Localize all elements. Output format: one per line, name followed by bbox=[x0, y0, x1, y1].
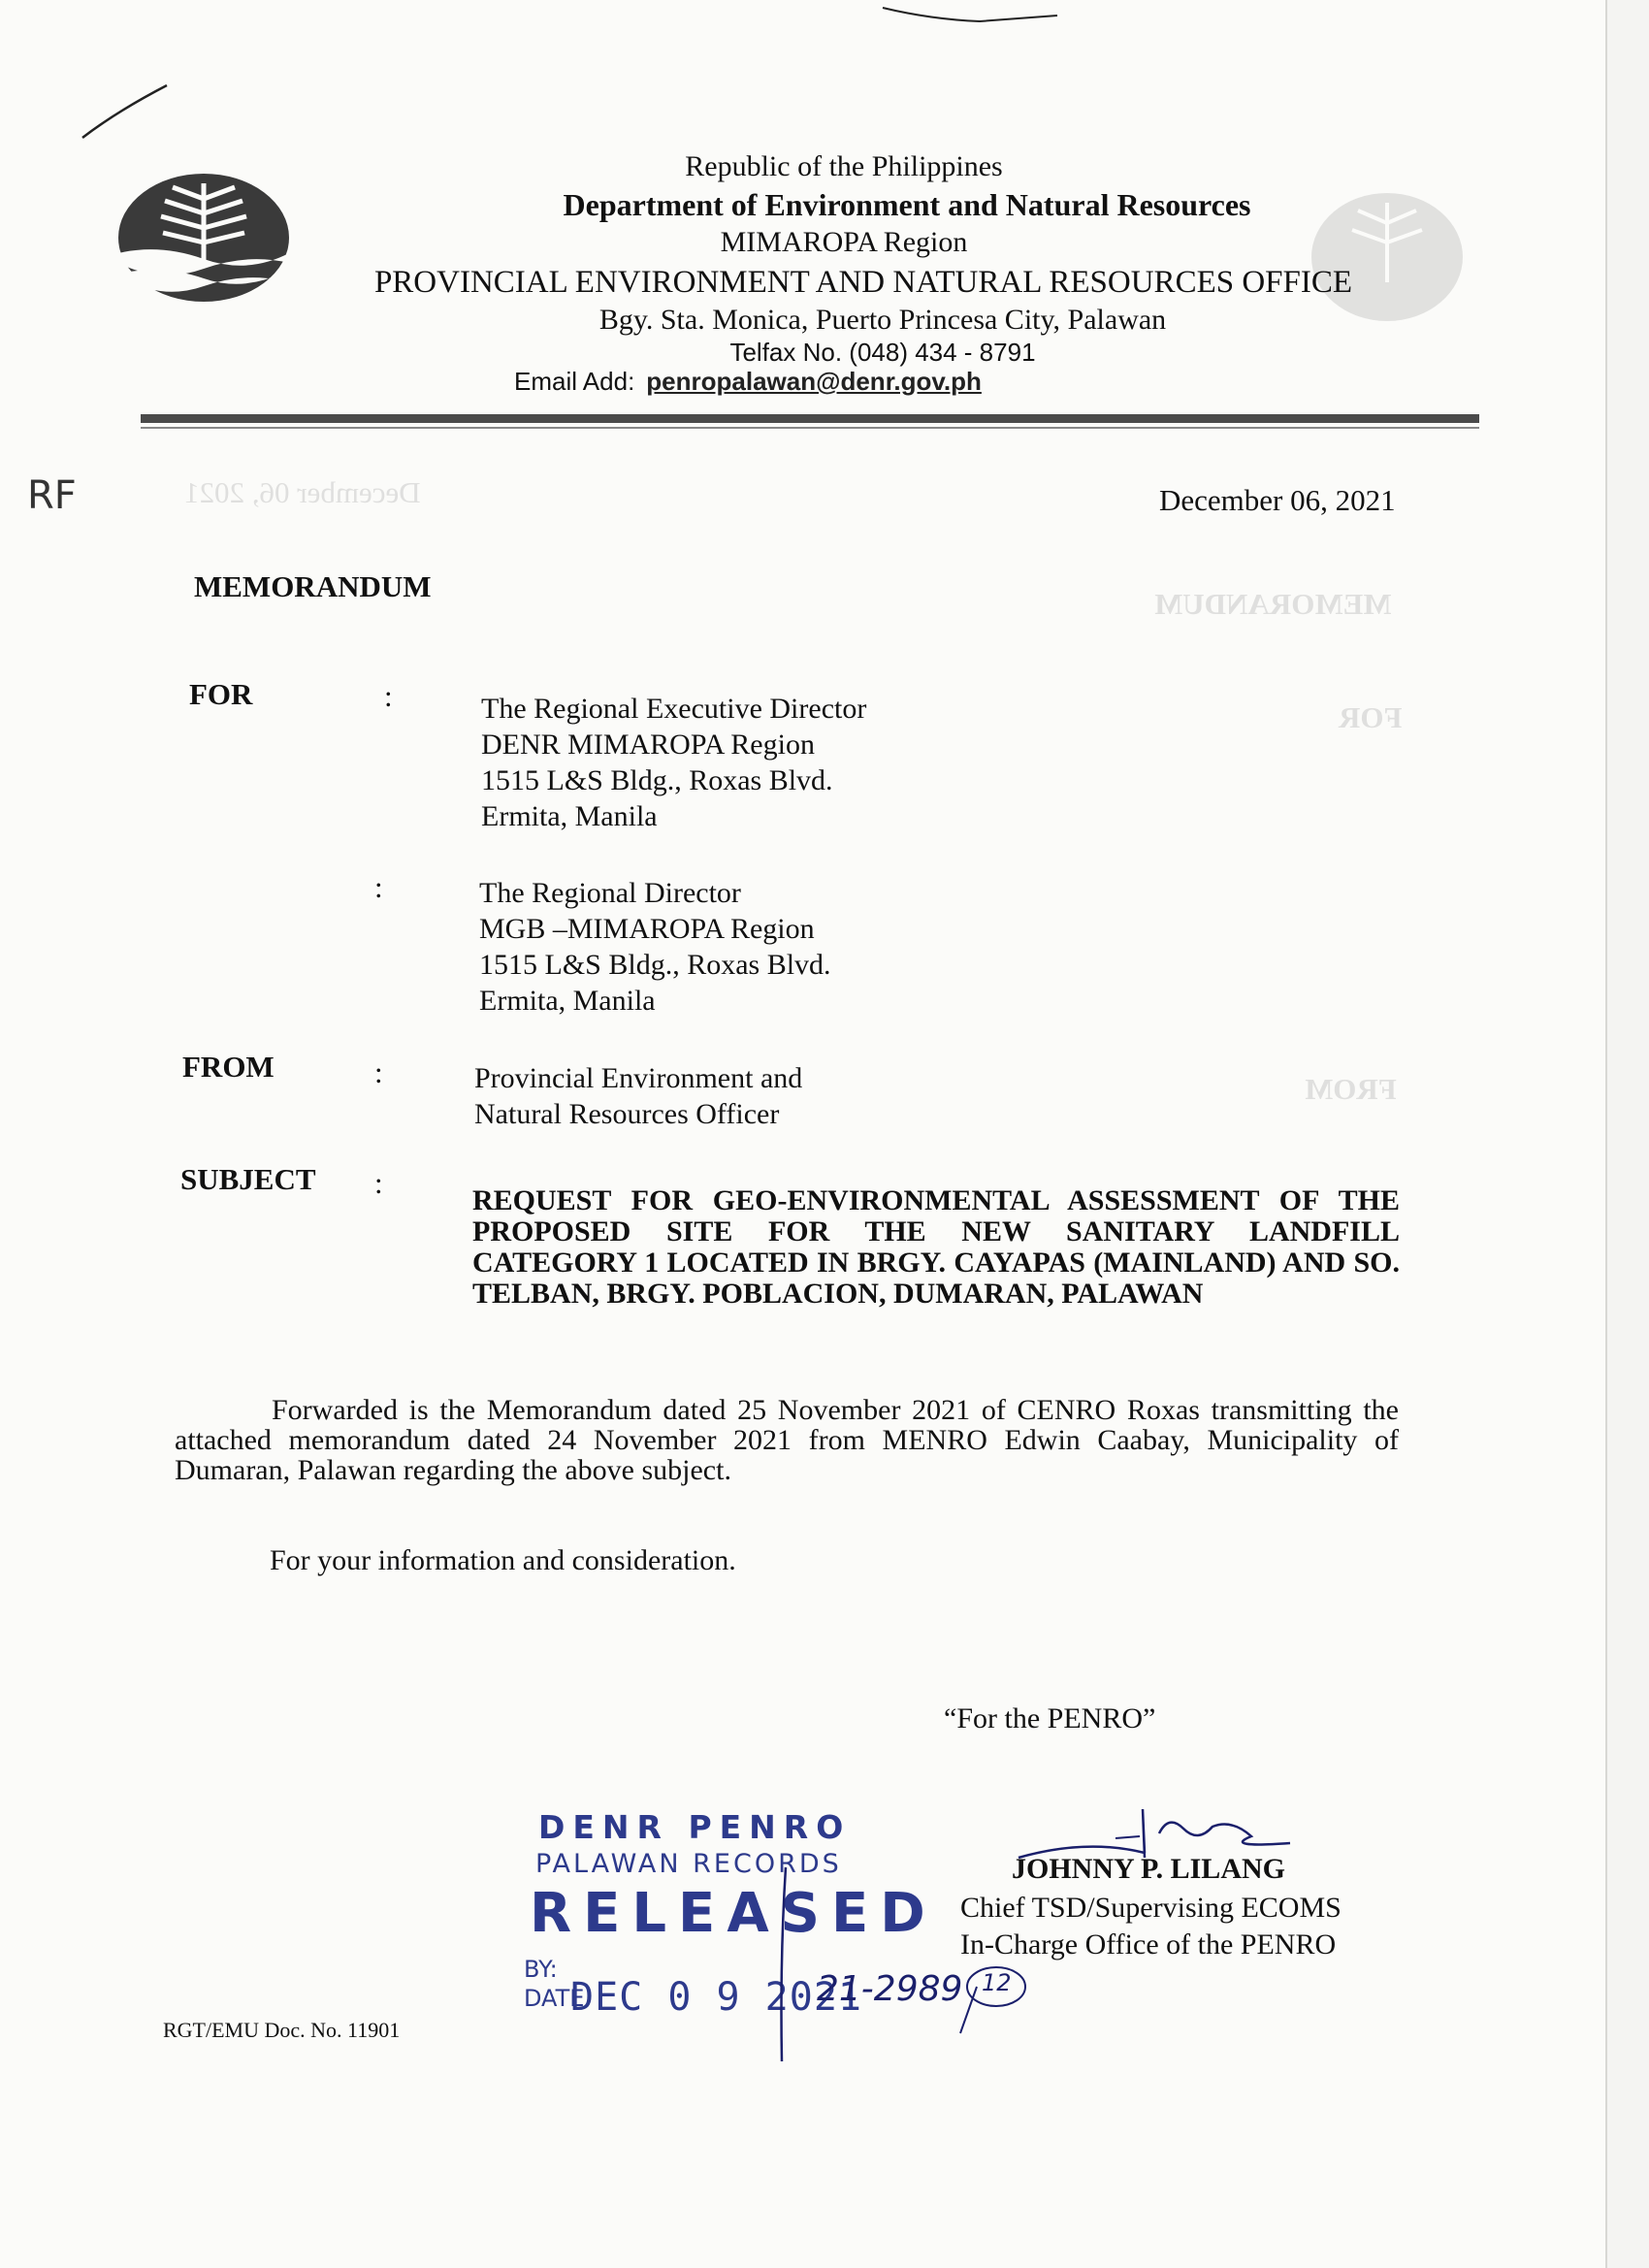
recipient-1-line: 1515 L&S Bldg., Roxas Blvd. bbox=[481, 764, 833, 796]
signatory-name: JOHNNY P. LILANG bbox=[1012, 1853, 1285, 1885]
header-region: MIMAROPA Region bbox=[720, 226, 968, 258]
header-divider bbox=[141, 414, 1479, 423]
memo-date: December 06, 2021 bbox=[1159, 483, 1396, 517]
header-telfax: Telfax No. (048) 434 - 8791 bbox=[729, 338, 1036, 367]
recipient-2-line: 1515 L&S Bldg., Roxas Blvd. bbox=[479, 949, 831, 981]
pen-vertical-stroke bbox=[766, 1863, 795, 2066]
released-stamp bbox=[524, 1804, 937, 2076]
bleed-through-memorandum: MEMORANDUM bbox=[1154, 587, 1392, 621]
subject-colon: : bbox=[374, 1166, 383, 1200]
subject-text: REQUEST FOR GEO-ENVIRONMENTAL ASSESSMENT OF THE PROPOSED SITE FOR THE NEW SANITARY LANDFILL CATEGORY 1 LOCATED IN BRGY. CAYAPAS (MAINLAND) AND SO. TELBAN, BRGY. POBLACION, DUMARAN, PALAWAN bbox=[472, 1184, 1400, 1310]
recipient-1-line: DENR MIMAROPA Region bbox=[481, 729, 815, 761]
for-the-penro: “For the PENRO” bbox=[944, 1702, 1156, 1734]
from-line: Provincial Environment and bbox=[474, 1062, 803, 1094]
header-address: Bgy. Sta. Monica, Puerto Princesa City, Palawan bbox=[598, 304, 1167, 336]
stamp-line-1: DENR PENRO bbox=[538, 1808, 852, 1846]
body-paragraph-2: For your information and consideration. bbox=[270, 1544, 736, 1576]
recipient-1 bbox=[481, 691, 866, 834]
header-email-line bbox=[514, 367, 982, 397]
from-colon: : bbox=[374, 1055, 383, 1089]
signatory-title-1: Chief TSD/Supervising ECOMS bbox=[960, 1892, 1342, 1924]
for-colon: : bbox=[384, 679, 393, 713]
recipient-1-line: The Regional Executive Director bbox=[481, 693, 867, 725]
header-divider-thin bbox=[141, 427, 1479, 429]
stamp-released: RELEASED bbox=[530, 1882, 937, 1945]
handwritten-initial: RF bbox=[27, 473, 77, 518]
body-paragraph-1-text: Forwarded is the Memorandum dated 25 November 2021 of CENRO Roxas transmitting the attached memorandum dated 24 November 2021 from MENRO Edwin Caabay, Municipality of Dumaran, Palawan regarding the above subject. bbox=[175, 1394, 1399, 1486]
document-number: RGT/EMU Doc. No. 11901 bbox=[163, 2018, 401, 2042]
recipient-1-line: Ermita, Manila bbox=[481, 800, 658, 832]
recipient-2 bbox=[479, 875, 831, 1019]
from-label: FROM bbox=[182, 1050, 275, 1084]
bleed-through-for: FOR bbox=[1339, 700, 1403, 734]
signatory-title-2: In-Charge Office of the PENRO bbox=[960, 1928, 1337, 1960]
recipient-2-line: MGB –MIMAROPA Region bbox=[479, 913, 815, 945]
header-republic: Republic of the Philippines bbox=[685, 150, 1003, 182]
bleed-through-date: December 06, 2021 bbox=[184, 475, 421, 509]
stamp-date-label: DATE bbox=[524, 1985, 585, 2012]
stamp-by-label: BY: bbox=[524, 1956, 558, 1983]
top-edge-mark bbox=[873, 0, 1067, 29]
subject-label: SUBJECT bbox=[180, 1162, 316, 1196]
pen-stroke-mark bbox=[78, 78, 175, 146]
header-office: PROVINCIAL ENVIRONMENT AND NATURAL RESOURCES OFFICE bbox=[373, 265, 1353, 300]
from-sender bbox=[474, 1060, 802, 1132]
body-paragraph-1 bbox=[175, 1395, 1399, 1485]
handwritten-record-number: 21-2989 bbox=[817, 1969, 963, 2009]
email-link[interactable]: penropalawan@denr.gov.ph bbox=[646, 367, 982, 396]
from-line: Natural Resources Officer bbox=[474, 1098, 780, 1130]
recipient-2-line: Ermita, Manila bbox=[479, 985, 656, 1017]
for-colon-2: : bbox=[374, 870, 383, 904]
memo-title: MEMORANDUM bbox=[194, 569, 432, 603]
email-label: Email Add: bbox=[514, 367, 635, 396]
recipient-2-line: The Regional Director bbox=[479, 877, 741, 909]
header-department: Department of Environment and Natural Resources bbox=[563, 187, 1251, 222]
for-label: FOR bbox=[189, 677, 253, 711]
stamp-date-value: DEC 0 9 2021 bbox=[570, 1975, 862, 2020]
stamp-line-2: PALAWAN RECORDS bbox=[535, 1849, 842, 1879]
bleed-through-from: FROM bbox=[1305, 1072, 1397, 1106]
handwritten-mark: 12 bbox=[982, 1969, 1012, 1996]
